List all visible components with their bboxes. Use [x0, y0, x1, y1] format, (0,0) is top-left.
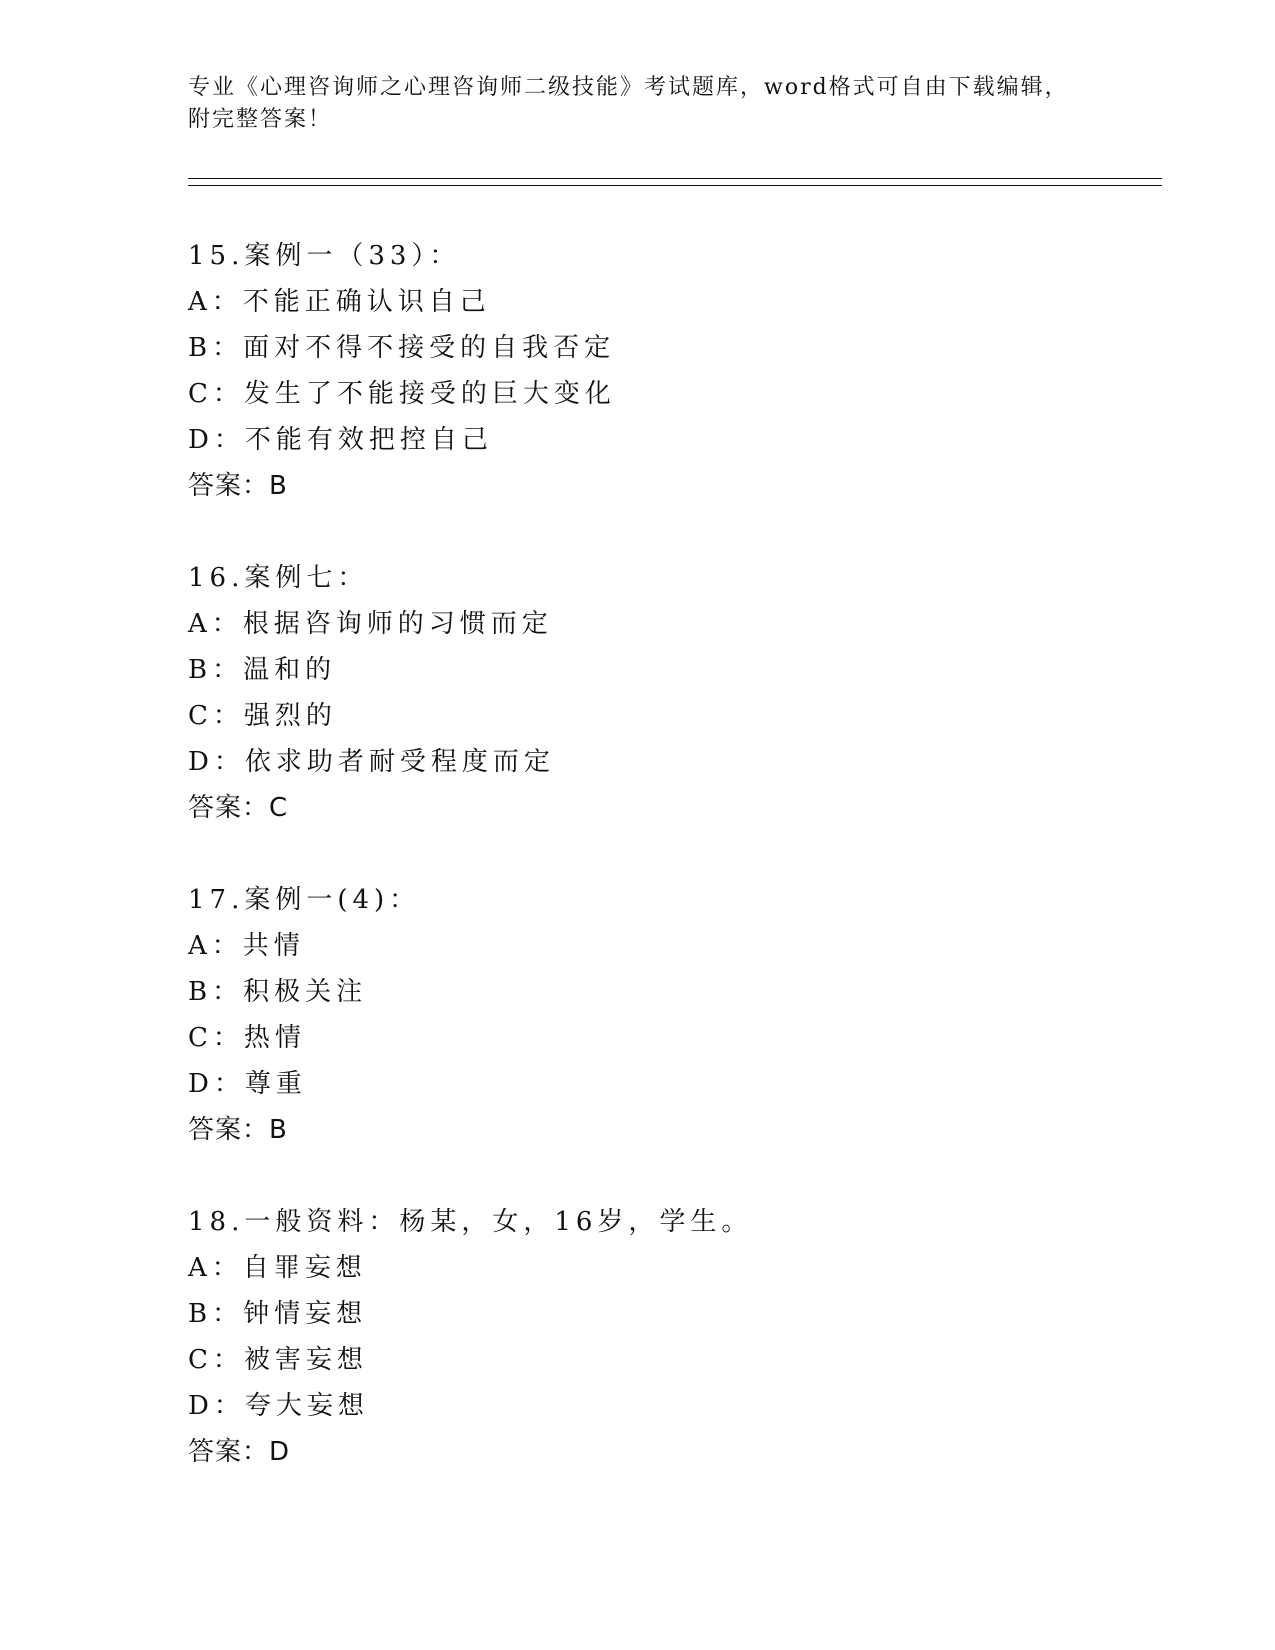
option-b: B：钟情妄想	[188, 1299, 368, 1329]
answer-line: 答案：C	[188, 793, 289, 823]
question-18	[188, 1199, 1148, 1475]
option-b: B：温和的	[188, 655, 337, 685]
answer-line: 答案：B	[188, 471, 288, 501]
option-c: C：被害妄想	[188, 1345, 368, 1375]
option-d: D：尊重	[188, 1069, 307, 1099]
document-header: 专业《心理咨询师之心理咨询师二级技能》考试题库，word格式可自由下载编辑，附完整答案！	[188, 75, 1069, 132]
question-stem: 15.案例一（33）：	[188, 241, 461, 271]
option-a: A：自罪妄想	[188, 1253, 367, 1283]
question-17	[188, 877, 1148, 1153]
option-a: A：共情	[188, 931, 305, 961]
option-c: C：热情	[188, 1023, 306, 1053]
question-stem: 16.案例七：	[188, 563, 369, 593]
question-16	[188, 555, 1148, 831]
option-c: C：强烈的	[188, 701, 337, 731]
option-d: D：依求助者耐受程度而定	[188, 747, 555, 777]
option-b: B：面对不得不接受的自我否定	[188, 333, 616, 363]
option-a: A：根据咨询师的习惯而定	[188, 609, 553, 639]
answer-line: 答案：D	[188, 1437, 291, 1467]
answer-line: 答案：B	[188, 1115, 288, 1145]
question-stem: 18.一般资料：杨某，女，16岁，学生。	[188, 1207, 753, 1237]
question-list	[188, 233, 1148, 1521]
option-b: B：积极关注	[188, 977, 368, 1007]
option-d: D：不能有效把控自己	[188, 425, 493, 455]
option-c: C：发生了不能接受的巨大变化	[188, 379, 616, 409]
option-a: A：不能正确认识自己	[188, 287, 491, 317]
question-15	[188, 233, 1148, 509]
option-d: D：夸大妄想	[188, 1391, 369, 1421]
header-double-rule	[188, 178, 1162, 186]
question-stem: 17.案例一(4)：	[188, 885, 421, 915]
